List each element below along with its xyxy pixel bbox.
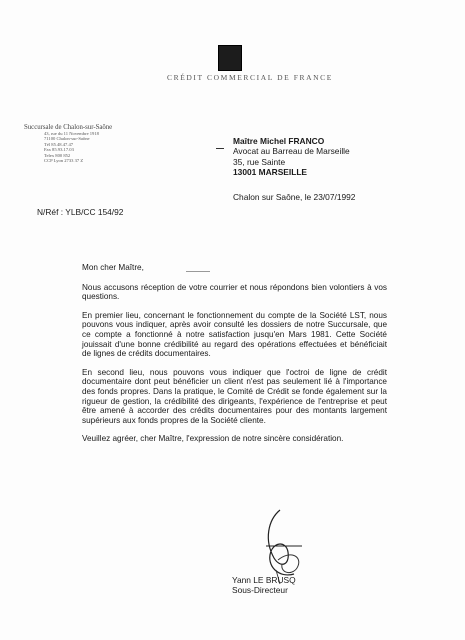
reference-line: N/Réf : YLB/CC 154/92 [37,207,124,217]
paragraph: Nous accusons réception de votre courrier et nous répondons bien volontiers à vos questions. [82,282,387,302]
recipient-postal-code: 13001 [233,167,257,178]
fold-mark [216,148,224,149]
recipient-city-line [233,167,350,177]
recipient-name: Maître Michel FRANCO [233,136,325,146]
branch-address-block [24,124,144,163]
recipient-title: Avocat au Barreau de Marseille [233,146,350,157]
signatory-block [232,575,296,596]
branch-line: CCP Lyon 2733 37 Z [44,158,84,164]
branch-line: Tél 85.48.47.47 [44,141,74,147]
branch-line: Telex 800 852 [44,152,71,158]
signatory-title: Sous-Directeur [232,585,288,596]
letter-body [82,263,387,453]
branch-line: Fax 85.93.17.03 [44,147,74,153]
paragraph: Veuillez agréer, cher Maître, l'expression de notre sincère considération. [82,434,344,444]
recipient-street: 35, rue Sainte [233,156,286,167]
bank-logo [218,45,242,71]
paragraph: En second lieu, nous pouvons vous indiquer que l'octroi de ligne de crédit documentaire dont peut bénéficier un client n'est pas seulement lié à l'importance des fonds propres. Dans la pratique, le Comité de Crédit se fonde également sur la rigueur de gestion, la crédibilité des dirigeants, l'expérience de l'entreprise et peut être amené à accorder des crédits documentaires pour des montants largement supérieurs aux fonds propres de la Société cliente. [82,367,387,425]
branch-name: Succursale de Chalon-sur-Saône [24,124,113,131]
signatory-name: Yann LE BRUSQ [232,575,296,585]
branch-line: 71100 Chalon-sur-Saône [44,136,90,142]
handwritten-signature [250,500,340,585]
bank-name: CRÉDIT COMMERCIAL DE FRANCE [167,73,333,82]
branch-line: 43, rue du 11 Novembre 1918 [44,131,99,136]
greeting: Mon cher Maître, [82,263,144,272]
date-line: Chalon sur Saône, le 23/07/1992 [233,192,356,202]
paragraph: En premier lieu, concernant le fonctionnement du compte de la Société LST, nous pouvons vous indiquer, après avoir consulté les dossiers de notre Succursale, que ce compte a fonctionné à notre satisfaction jusqu'en Mars 1981. Cette Société jouissait d'une bonne crédibilité au regard des opérations effectuées et bénéficiait de lignes de crédits documentaires. [82,310,387,359]
recipient-city: MARSEILLE [258,167,308,178]
recipient-address-block [233,136,350,178]
